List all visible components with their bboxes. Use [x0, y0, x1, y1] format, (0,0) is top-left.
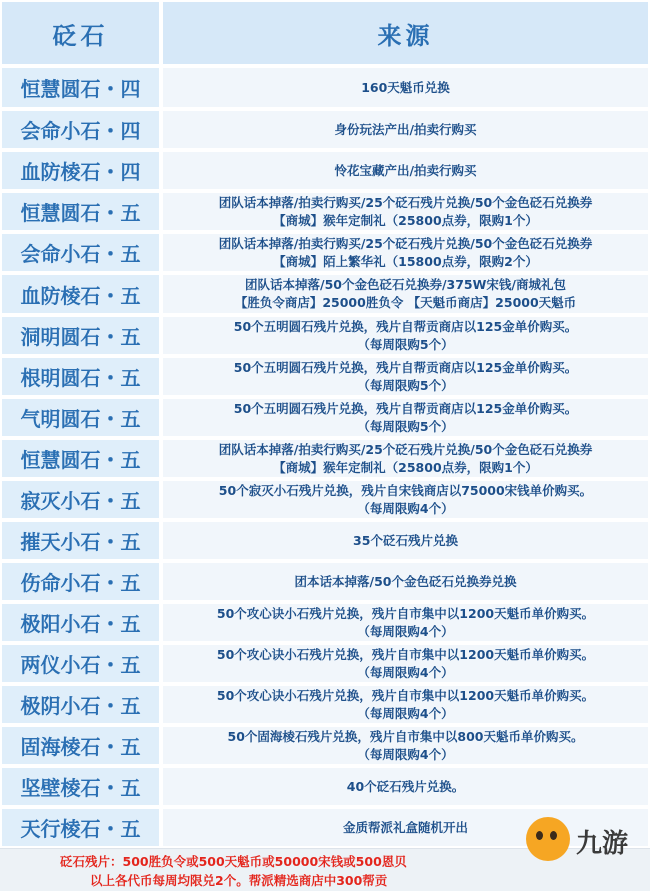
- gem-name-cell: 气明圆石・五: [0, 397, 161, 438]
- table-row: [0, 191, 650, 232]
- table-row: [0, 438, 650, 479]
- source-line: 金质帮派礼盒随机开出: [342, 819, 468, 835]
- table-row: [0, 109, 650, 150]
- source-line: 50个五明圆石残片兑换，残片自帮贡商店以125金单价购买。: [233, 318, 578, 334]
- table-row: [0, 150, 650, 191]
- smiley-face-icon: [526, 817, 570, 861]
- gem-source-cell: [161, 725, 650, 766]
- gem-name-cell: 血防棱石・四: [0, 150, 161, 191]
- gem-source-cell: [161, 191, 650, 232]
- table-row: [0, 273, 650, 315]
- gem-source-cell: [161, 109, 650, 150]
- source-line: 50个攻心诀小石残片兑换，残片自市集中以1200天魁币单价购买。: [216, 646, 595, 662]
- source-line: 50个五明圆石残片兑换，残片自帮贡商店以125金单价购买。: [233, 400, 578, 416]
- source-line: 团本话本掉落/50个金色砭石兑换券兑换: [294, 573, 517, 589]
- gem-name-cell: 恒慧圆石・五: [0, 438, 161, 479]
- table-row: [0, 684, 650, 725]
- source-line: （每周限购5个）: [357, 377, 454, 393]
- table-row: [0, 479, 650, 520]
- table-row: [0, 602, 650, 643]
- gem-source-cell: [161, 273, 650, 315]
- source-line: 【商城】陌上繁华礼（15800点券，限购2个）: [273, 253, 538, 269]
- source-line: （每周限购4个）: [357, 664, 454, 680]
- footer-line-2: 以上各代币每周均限兑2个。帮派精选商店中300帮贡: [90, 873, 388, 888]
- gem-source-cell: [161, 766, 650, 807]
- gem-name-cell: 会命小石・五: [0, 232, 161, 273]
- gem-source-cell: [161, 520, 650, 561]
- watermark-text: 九游: [576, 829, 629, 859]
- gem-source-cell: [161, 684, 650, 725]
- table-row: [0, 766, 650, 807]
- gem-name-cell: 坚壁棱石・五: [0, 766, 161, 807]
- table-row: [0, 520, 650, 561]
- gem-name-cell: 极阴小石・五: [0, 684, 161, 725]
- gem-name-cell: 固海棱石・五: [0, 725, 161, 766]
- gem-name-cell: 洞明圆石・五: [0, 315, 161, 356]
- source-line: 身份玩法产出/拍卖行购买: [334, 121, 477, 137]
- gem-name-cell: 两仪小石・五: [0, 643, 161, 684]
- table-row: [0, 397, 650, 438]
- gem-name-cell: 会命小石・四: [0, 109, 161, 150]
- gem-source-cell: [161, 397, 650, 438]
- gem-name-cell: 摧天小石・五: [0, 520, 161, 561]
- table-row: [0, 356, 650, 397]
- column-header-source: 来源: [161, 0, 650, 66]
- watermark-logo: [526, 817, 636, 861]
- gem-name-cell: 伤命小石・五: [0, 561, 161, 602]
- source-line: （每周限购4个）: [357, 705, 454, 721]
- source-line: 团队话本掉落/拍卖行购买/25个砭石残片兑换/50个金色砭石兑换券: [218, 441, 593, 457]
- table-row: [0, 725, 650, 766]
- table-header: [0, 0, 650, 66]
- gem-name-cell: 恒慧圆石・四: [0, 66, 161, 109]
- source-line: 50个固海棱石残片兑换，残片自市集中以800天魁币单价购买。: [227, 728, 584, 744]
- source-line: 40个砭石残片兑换。: [346, 778, 465, 794]
- source-line: 160天魁币兑换: [361, 79, 450, 95]
- gem-source-cell: [161, 561, 650, 602]
- source-line: 怜花宝藏产出/拍卖行购买: [334, 162, 477, 178]
- source-line: 【商城】猴年定制礼（25800点券，限购1个）: [273, 212, 538, 228]
- gem-source-cell: [161, 232, 650, 273]
- source-line: （每周限购4个）: [357, 746, 454, 762]
- table-row: [0, 561, 650, 602]
- gem-name-cell: 寂灭小石・五: [0, 479, 161, 520]
- gem-name-cell: 恒慧圆石・五: [0, 191, 161, 232]
- table-row: [0, 643, 650, 684]
- source-line: 50个攻心诀小石残片兑换，残片自市集中以1200天魁币单价购买。: [216, 687, 595, 703]
- source-line: 35个砭石残片兑换: [353, 532, 458, 548]
- gem-source-cell: [161, 356, 650, 397]
- table-row: [0, 315, 650, 356]
- gem-source-cell: [161, 479, 650, 520]
- source-line: （每周限购5个）: [357, 336, 454, 352]
- gem-source-cell: [161, 150, 650, 191]
- source-line: （每周限购4个）: [357, 500, 454, 516]
- footer-line-1: 砭石残片：500胜负令或500天魁币或50000宋钱或500恩贝: [60, 854, 407, 869]
- gem-name-cell: 极阳小石・五: [0, 602, 161, 643]
- gem-name-cell: 根明圆石・五: [0, 356, 161, 397]
- source-line: 【商城】猴年定制礼（25800点券，限购1个）: [273, 459, 538, 475]
- gem-source-cell: [161, 438, 650, 479]
- source-line: 50个五明圆石残片兑换，残片自帮贡商店以125金单价购买。: [233, 359, 578, 375]
- source-line: （每周限购5个）: [357, 418, 454, 434]
- source-line: 50个攻心诀小石残片兑换，残片自市集中以1200天魁币单价购买。: [216, 605, 595, 621]
- source-line: 团队话本掉落/50个金色砭石兑换券/375W宋钱/商城礼包: [245, 277, 566, 292]
- gem-name-cell: 天行棱石・五: [0, 807, 161, 848]
- source-line: 【胜负令商店】25000胜负令 【天魁币商店】25000天魁币: [234, 295, 577, 310]
- source-line: 团队话本掉落/拍卖行购买/25个砭石残片兑换/50个金色砭石兑换券: [218, 235, 593, 251]
- table-row: [0, 232, 650, 273]
- gem-source-cell: [161, 643, 650, 684]
- gem-source-cell: [161, 315, 650, 356]
- gem-source-cell: [161, 602, 650, 643]
- source-line: 团队话本掉落/拍卖行购买/25个砭石残片兑换/50个金色砭石兑换券: [218, 194, 593, 210]
- column-header-gem: 砭石: [0, 0, 161, 66]
- source-line: （每周限购4个）: [357, 623, 454, 639]
- gem-name-cell: 血防棱石・五: [0, 273, 161, 315]
- table-row: [0, 66, 650, 109]
- source-line: 50个寂灭小石残片兑换，残片自宋钱商店以75000宋钱单价购买。: [218, 482, 593, 498]
- gem-source-cell: [161, 66, 650, 109]
